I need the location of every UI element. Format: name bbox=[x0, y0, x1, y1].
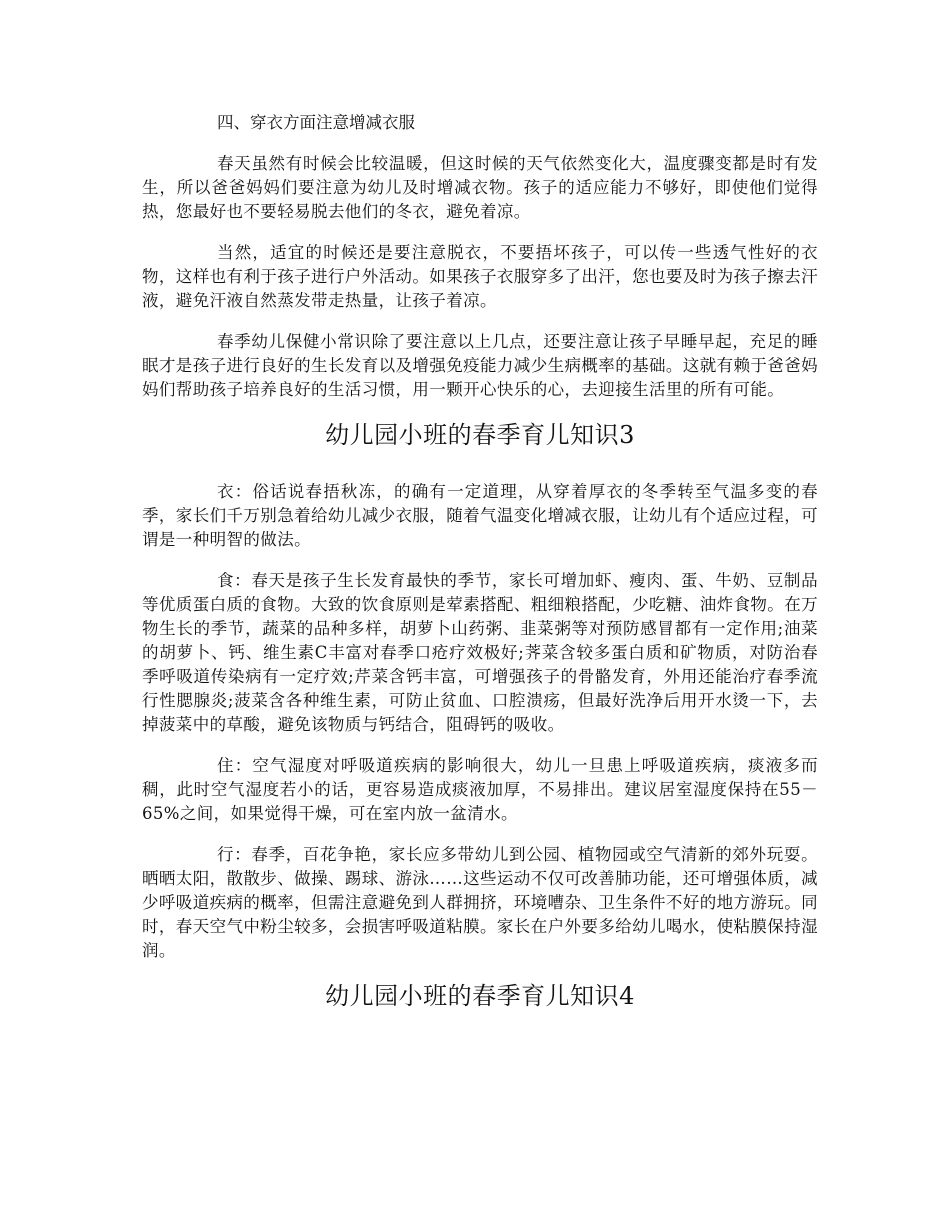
section-title-4: 幼儿园小班的春季育儿知识4 bbox=[325, 982, 635, 1010]
paragraph-intro-3: 春季幼儿保健小常识除了要注意以上几点，还要注意让孩子早睡早起，充足的睡眠才是孩子进行良好的生长发育以及增强免疫能力减少生病概率的基础。这就有赖于爸爸妈妈们帮助孩子培养良好的生活习惯，用一颗开心快乐的心，去迎接生活里的所有可能。 bbox=[142, 332, 818, 399]
section-title-3: 幼儿园小班的春季育儿知识3 bbox=[325, 421, 635, 449]
document-body bbox=[142, 111, 818, 1041]
paragraph-food: 食：春天是孩子生长发育最快的季节，家长可增加虾、瘦肉、蛋、牛奶、豆制品等优质蛋白质的食物。大致的饮食原则是荤素搭配、粗细粮搭配，少吃糖、油炸食物。在万物生长的季节，蔬菜的品种多样，胡萝卜山药粥、韭菜粥等对预防感冒都有一定作用;油菜的胡萝卜、钙、维生素C丰富对春季口疮疗效极好;荠菜含较多蛋白质和矿物质，对防治春季呼吸道传染病有一定疗效;芹菜含钙丰富，可增强孩子的骨骼发育，外用还能治疗春季流行性腮腺炎;菠菜含各种维生素，可防止贫血、口腔溃疡，但最好洗净后用开水烫一下，去掉菠菜中的草酸，避免该物质与钙结合，阻碍钙的吸收。 bbox=[142, 571, 818, 734]
paragraph-housing: 住：空气湿度对呼吸道疾病的影响很大，幼儿一旦患上呼吸道疾病，痰液多而稠，此时空气湿度若小的话，更容易造成痰液加厚，不易排出。建议居室湿度保持在55－65%之间，如果觉得干燥，可在室内放一盆清水。 bbox=[142, 756, 818, 823]
paragraph-intro-2: 当然，适宜的时候还是要注意脱衣，不要捂坏孩子，可以传一些透气性好的衣物，这样也有利于孩子进行户外活动。如果孩子衣服穿多了出汗，您也要及时为孩子擦去汗液，避免汗液自然蒸发带走热量，让孩子着凉。 bbox=[142, 243, 818, 310]
paragraph-intro-1: 春天虽然有时候会比较温暖，但这时候的天气依然变化大，温度骤变都是时有发生，所以爸爸妈妈们要注意为幼儿及时增减衣物。孩子的适应能力不够好，即使他们觉得热，您最好也不要轻易脱去他们的冬衣，避免着凉。 bbox=[142, 154, 818, 221]
subheading-clothing: 四、穿衣方面注意增减衣服 bbox=[217, 113, 415, 132]
paragraph-travel: 行：春季，百花争艳，家长应多带幼儿到公园、植物园或空气清新的郊外玩耍。晒晒太阳，散散步、做操、踢球、游泳……这些运动不仅可改善肺功能，还可增强体质，减少呼吸道疾病的概率，但需注意避免到人群拥挤，环境嘈杂、卫生条件不好的地方游玩。同时，春天空气中粉尘较多，会损害呼吸道粘膜。家长在户外要多给幼儿喝水，使粘膜保持湿润。 bbox=[142, 845, 818, 960]
paragraph-clothing: 衣：俗话说春捂秋冻，的确有一定道理，从穿着厚衣的冬季转至气温多变的春季，家长们千万别急着给幼儿减少衣服，随着气温变化增减衣服，让幼儿有个适应过程，可谓是一种明智的做法。 bbox=[142, 482, 818, 549]
